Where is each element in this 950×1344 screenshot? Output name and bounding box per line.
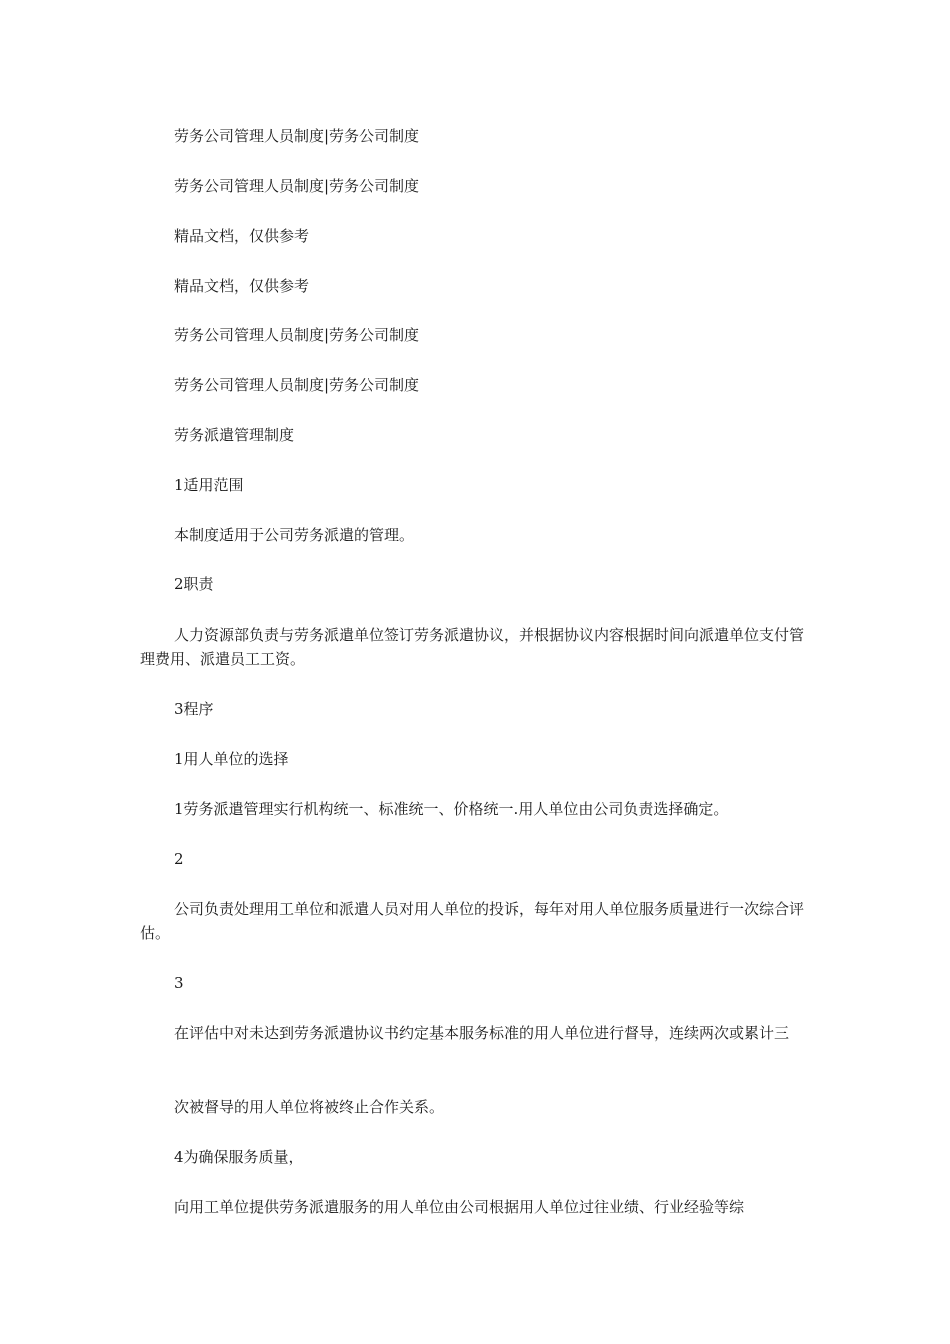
paragraph: 在评估中对未达到劳务派遣协议书约定基本服务标准的用人单位进行督导，连续两次或累计三 [174,1024,790,1042]
document-title: 劳务派遣管理制度 [174,426,295,444]
paragraph: 本制度适用于公司劳务派遣的管理。 [174,526,415,544]
section-heading: 3程序 [174,700,214,718]
paragraph: 次被督导的用人单位将被终止合作关系。 [174,1098,445,1116]
header-line: 劳务公司管理人员制度|劳务公司制度 [174,177,420,195]
section-heading: 2职责 [174,575,214,593]
section-heading: 1适用范围 [174,476,244,494]
watermark-note: 精品文档，仅供参考 [174,227,310,245]
header-line: 劳务公司管理人员制度|劳务公司制度 [174,326,420,344]
paragraph: 公司负责处理用工单位和派遣人员对用人单位的投诉，每年对用人单位服务质量进行一次综合评估。 [140,900,805,942]
item-number: 2 [174,850,184,868]
paragraph: 4为确保服务质量， [174,1148,304,1166]
item-number: 3 [174,974,184,992]
watermark-note: 精品文档，仅供参考 [174,277,310,295]
paragraph: 人力资源部负责与劳务派遣单位签订劳务派遣协议，并根据协议内容根据时间向派遣单位支付管理费用、派遣员工工资。 [140,626,805,668]
paragraph: 向用工单位提供劳务派遣服务的用人单位由公司根据用人单位过往业绩、行业经验等综 [174,1198,745,1216]
header-line: 劳务公司管理人员制度|劳务公司制度 [174,127,420,145]
subsection-heading: 1用人单位的选择 [174,750,289,768]
header-line: 劳务公司管理人员制度|劳务公司制度 [174,376,420,394]
paragraph: 1劳务派遣管理实行机构统一、标准统一、价格统一.用人单位由公司负责选择确定。 [174,800,729,818]
